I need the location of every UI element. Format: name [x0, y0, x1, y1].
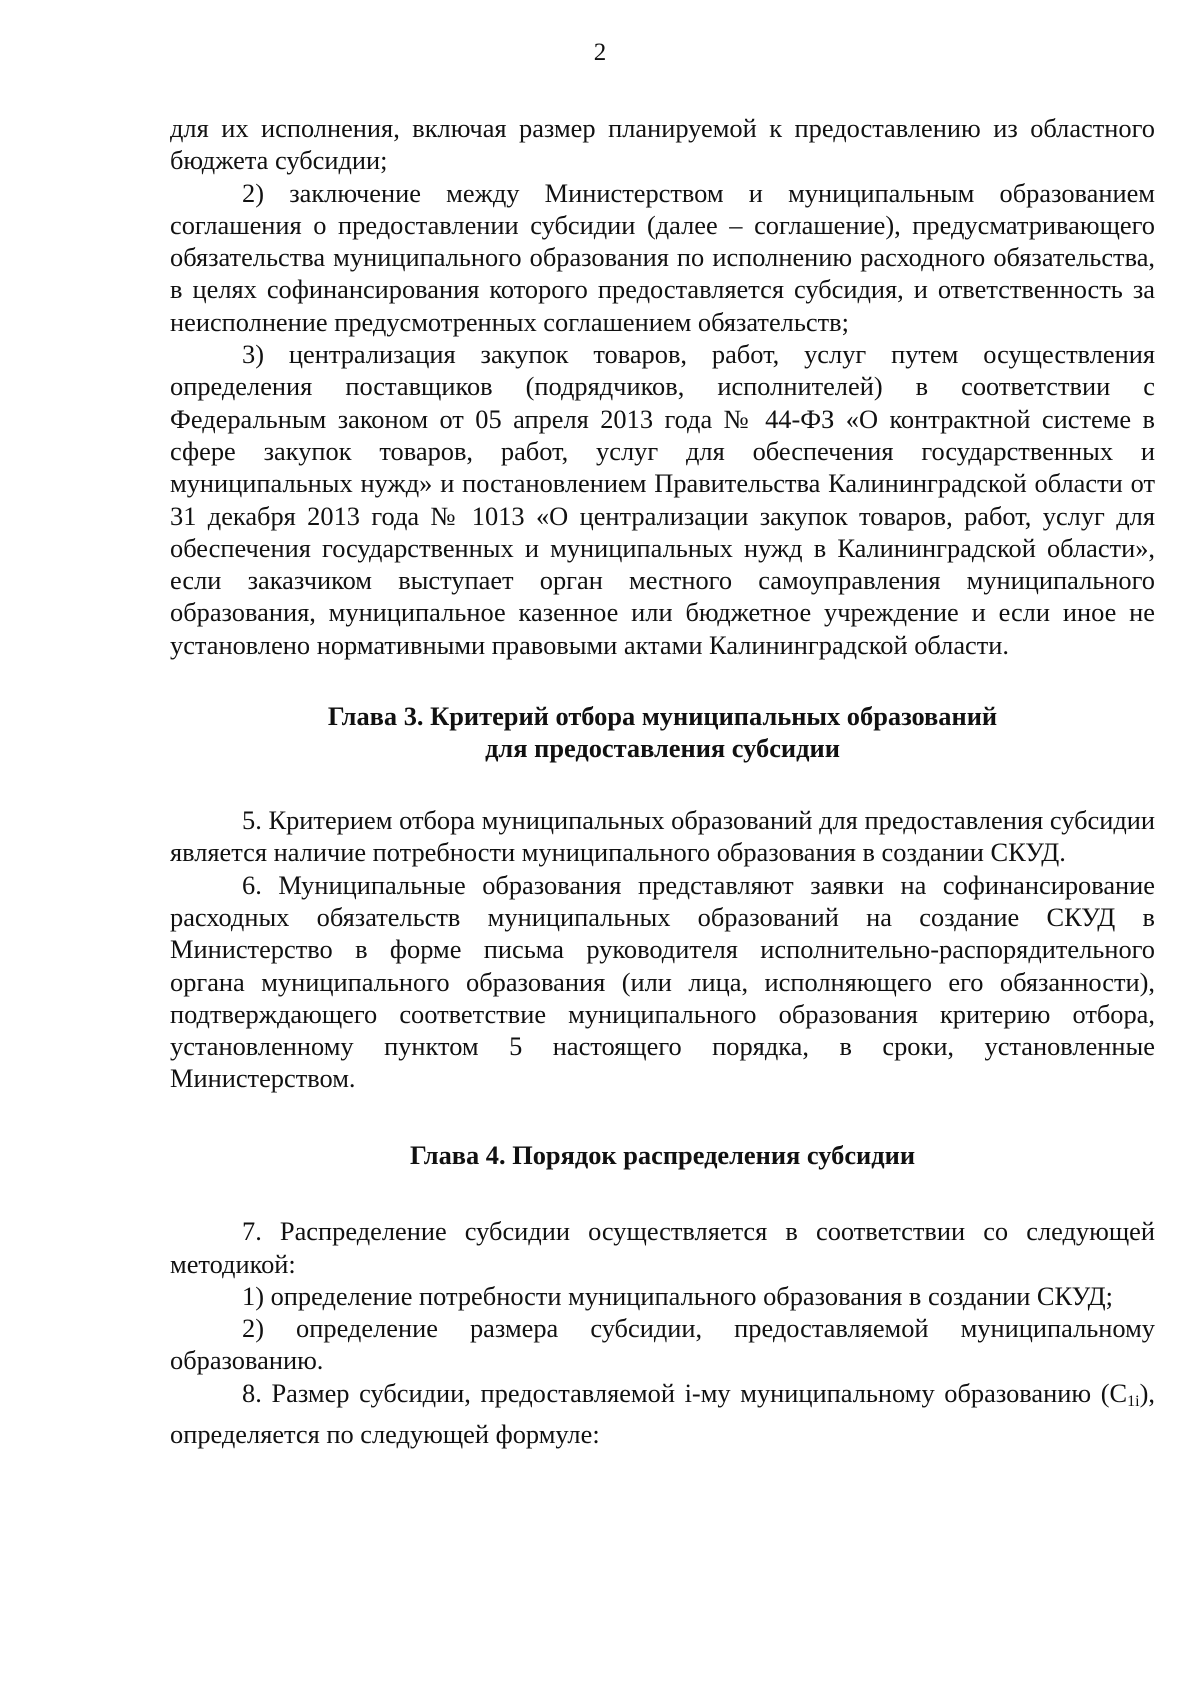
- paragraph-6: 6. Муниципальные образования представляют заявки на софинансирование расходных обязательств муниципальных образований на создание СКУД в Министерство в форме письма руководителя исполнительно-распорядительного органа муниципального образования (или лица, исполняющего его обязанности), подтверждающего соответствие муниципального образования критерию отбора, установленному пунктом 5 настоящего порядка, в сроки, установленные Министерством.: [170, 869, 1155, 1094]
- spacer: [170, 1095, 1155, 1140]
- formula-subscript: 1i: [1127, 1392, 1140, 1410]
- chapter-4-heading: [170, 1140, 1155, 1172]
- paragraph-7-item-1: 1) определение потребности муниципального образования в создании СКУД;: [242, 1280, 1113, 1311]
- paragraph-7: 7. Распределение субсидии осуществляется в соответствии со следующей методикой:: [170, 1216, 1155, 1279]
- paragraph-item-2: 2) заключение между Министерством и муниципальным образованием соглашения о предоставлении субсидии (далее – соглашение), предусматривающего обязательства муниципального образования по исполнению расходного обязательства, в целях софинансирования которого предоставляется субсидия, и ответственность за неисполнение предусмотренных соглашением обязательств;: [170, 177, 1155, 337]
- chapter-3-heading-line-2: для предоставления субсидии: [485, 732, 840, 763]
- formula-symbol: С: [1109, 1377, 1128, 1408]
- paragraph-8-text: 8. Размер субсидии, предоставляемой i-му муниципальному образованию: [242, 1377, 1092, 1408]
- paragraph-continuation: для их исполнения, включая размер планируемой к предоставлению из областного бюджета субсидии;: [170, 113, 1155, 176]
- paragraph-item-3: 3) централизация закупок товаров, работ, услуг путем осуществления определения поставщиков (подрядчиков, исполнителей) в соответствии с Федеральным законом от 05 апреля 2013 года № 44-ФЗ «О контрактной системе в сфере закупок товаров, работ, услуг для обеспечения государственных и муниципальных нужд» и постановлением Правительства Калининградской области от 31 декабря 2013 года № 1013 «О централизации закупок товаров, работ, услуг для обеспечения государственных и муниципальных нужд в Калининградской области», если заказчиком выступает орган местного самоуправления муниципального образования, муниципальное казенное или бюджетное учреждение и если иное не установлено нормативными правовыми актами Калининградской области.: [170, 339, 1155, 660]
- chapter-3-heading-line-1: Глава 3. Критерий отбора муниципальных образований: [327, 701, 998, 732]
- document-body: [170, 112, 1155, 1450]
- spacer: [170, 661, 1155, 701]
- spacer: [170, 1171, 1155, 1215]
- paragraph-8-tail: ), определяется по следующей формуле:: [170, 1377, 1155, 1449]
- chapter-4-heading-line: Глава 4. Порядок распределения субсидии: [409, 1139, 916, 1170]
- page-number: 2: [593, 39, 607, 66]
- paragraph-7-item-2: 2) определение размера субсидии, предоставляемой муниципальному образованию.: [170, 1313, 1155, 1376]
- paragraph-5: 5. Критерием отбора муниципальных образований для предоставления субсидии является наличие потребности муниципального образования в создании СКУД.: [170, 805, 1155, 868]
- paragraph-8: 8. Размер субсидии, предоставляемой i-му муниципальному образованию $(С_{1i})$, определяется по следующей формуле:: [170, 1377, 1155, 1449]
- spacer: [170, 764, 1155, 804]
- chapter-3-heading: [170, 701, 1155, 764]
